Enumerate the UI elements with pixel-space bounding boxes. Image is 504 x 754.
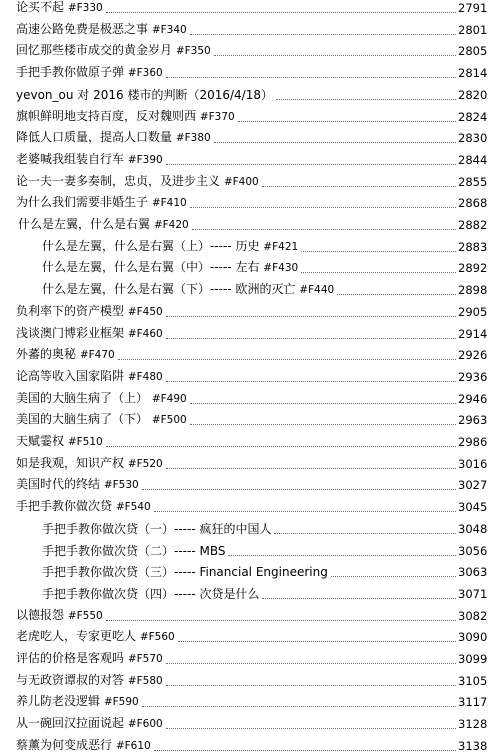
dot-leader — [166, 164, 456, 165]
toc-entry-page-number: 2844 — [458, 152, 488, 167]
toc-entry-tag: #F350 — [175, 45, 211, 58]
toc-entry-title-text: 论一夫一妻多奏制，忠贞，及进步主义 — [16, 173, 221, 188]
toc-entry-title — [0, 694, 139, 710]
dot-leader — [142, 706, 456, 707]
toc-entry-title — [0, 456, 163, 472]
toc-entry-page-number: 2892 — [458, 261, 488, 276]
toc-entry-page-number: 2986 — [458, 435, 488, 449]
toc-entry-title — [0, 544, 225, 559]
toc-entry-tag: #F560 — [139, 631, 175, 644]
toc-entry[interactable] — [0, 81, 504, 103]
toc-entry-title — [0, 565, 328, 580]
toc-entry-tag: #F410 — [151, 197, 187, 210]
toc-entry-title-text: 论买不起 — [16, 0, 65, 14]
dot-leader — [166, 663, 456, 664]
toc-entry-tag: #F360 — [127, 67, 163, 80]
dot-leader — [142, 489, 456, 490]
dot-leader — [262, 598, 456, 599]
toc-entry-title — [0, 608, 103, 624]
toc-entry-page-number: 3016 — [458, 456, 488, 471]
dot-leader — [276, 99, 456, 100]
toc-entry-title-text: 负利率下的资产模型 — [16, 303, 125, 318]
toc-entry-tag: #F520 — [127, 457, 163, 470]
dot-leader — [301, 251, 456, 252]
toc-entry-title — [0, 587, 259, 602]
toc-entry[interactable] — [0, 320, 504, 342]
toc-entry-tag: #F470 — [79, 349, 115, 362]
toc-entry-page-number: 3090 — [458, 630, 488, 645]
toc-entry-title — [0, 195, 187, 211]
toc-entry-title-text: yevon_ou 对 2016 楼市的判断（2016/4/18） — [16, 87, 273, 102]
toc-entry-page-number: 3099 — [458, 652, 488, 666]
toc-entry-title-text: 养儿防老没逻辑 — [16, 694, 101, 709]
dot-leader — [166, 728, 456, 729]
toc-entry[interactable] — [0, 233, 504, 255]
toc-entry-tag: #F570 — [127, 653, 163, 665]
dot-leader — [238, 121, 456, 122]
dot-leader — [178, 641, 456, 642]
toc-entry-title-text: 什么是左翼，什么是右翼（上）----- 历史 — [42, 238, 260, 253]
toc-entry-title-text: 蔡薰为何变成恶行 — [16, 737, 113, 752]
dot-leader — [274, 533, 456, 534]
toc-entry[interactable] — [0, 450, 504, 472]
toc-entry-tag: #F440 — [299, 284, 335, 297]
dot-leader — [190, 403, 456, 404]
dot-leader — [106, 12, 456, 13]
toc-entry-title-text: 手把手教你做次贷（三）----- Financial Engineering — [42, 565, 328, 580]
toc-entry-title-text: 老虎吃人，专家更吃人 — [16, 629, 137, 644]
toc-entry-title-text: 外蕃的奥秘 — [16, 347, 77, 362]
toc-entry-title — [0, 0, 103, 16]
toc-entry-title-text: 美国的大脑生病了（下） — [16, 412, 149, 427]
dot-leader — [190, 424, 456, 425]
toc-entry-title — [0, 65, 163, 81]
toc-entry[interactable] — [0, 406, 504, 428]
toc-entry-page-number: 2814 — [458, 66, 488, 81]
toc-entry-title — [0, 651, 163, 667]
toc-entry-title-text: 浅谈澳门博彩业框架 — [16, 325, 125, 340]
toc-entry-tag: #F430 — [263, 262, 299, 275]
toc-entry[interactable] — [0, 623, 504, 645]
toc-entry-title-text: 美国的大脑生病了（上） — [16, 390, 149, 405]
toc-entry-tag: #F550 — [67, 609, 103, 622]
toc-entry-title — [0, 152, 163, 168]
toc-entry[interactable] — [0, 537, 504, 559]
toc-entry-tag: #F340 — [151, 23, 187, 36]
toc-entry-tag: #F510 — [67, 436, 103, 448]
toc-entry-tag: #F400 — [223, 175, 259, 188]
toc-entry-title — [0, 326, 163, 342]
toc-entry-page-number: 2824 — [458, 109, 488, 124]
toc-entry[interactable] — [0, 580, 504, 602]
toc-entry-tag: #F490 — [151, 392, 187, 405]
toc-entry-page-number: 2820 — [458, 87, 488, 102]
toc-entry-page-number: 3027 — [458, 478, 488, 493]
toc-entry-title-text: 旗帜鲜明地支持百度，反对魏则西 — [16, 108, 197, 123]
toc-entry-page-number: 2830 — [458, 131, 488, 146]
toc-entry[interactable] — [0, 124, 504, 146]
toc-entry-page-number: 3105 — [458, 673, 488, 688]
toc-entry-tag: #F500 — [151, 414, 187, 427]
toc-entry-tag: #F590 — [103, 696, 139, 709]
toc-entry-title-text: 为什么我们需要非婚生子 — [16, 195, 149, 210]
toc-entry-title-text: 手把手教你做次贷（四）----- 次贷是什么 — [42, 586, 260, 601]
toc-entry-page-number: 3138 — [458, 738, 488, 753]
toc-entry-title-text: 什么是左翼，什么是右翼（下）----- 欧洲的灭亡 — [42, 282, 296, 297]
dot-leader — [118, 359, 456, 360]
dot-leader — [166, 685, 456, 686]
toc-entry-title — [0, 629, 175, 645]
toc-entry-title-text: 回忆那些楼市成交的黄金岁月 — [16, 43, 173, 58]
toc-entry-title-text: 什么是左翼，什么是右翼 — [18, 217, 151, 231]
toc-entry-title — [0, 282, 334, 298]
toc-entry[interactable] — [0, 341, 504, 363]
toc-entry-tag: #F540 — [115, 501, 151, 514]
toc-entry-title-text: 美国时代的终结 — [16, 477, 101, 492]
toc-entry-title — [0, 673, 163, 689]
toc-entry-tag: #F330 — [67, 2, 103, 14]
toc-entry-page-number: 3045 — [458, 500, 488, 515]
toc-entry-page-number: 2926 — [458, 348, 488, 363]
dot-leader — [262, 186, 456, 187]
toc-entry[interactable] — [0, 688, 504, 710]
dot-leader — [154, 511, 456, 512]
toc-entry-page-number: 3071 — [458, 586, 488, 601]
toc-entry[interactable] — [0, 558, 504, 580]
toc-entry[interactable] — [0, 254, 504, 276]
dot-leader — [154, 750, 456, 751]
toc-entry-tag: #F480 — [127, 370, 163, 383]
dot-leader — [337, 294, 456, 295]
toc-entry-tag: #F610 — [115, 739, 151, 752]
toc-entry-title-text: 老婆喊我组装自行车 — [16, 151, 125, 166]
toc-entry-tag: #F390 — [127, 153, 163, 166]
dot-leader — [228, 555, 456, 556]
toc-entry-title-text: 手把手教你做次贷（二）----- MBS — [42, 543, 226, 558]
toc-entry[interactable] — [0, 16, 504, 38]
toc-entry-page-number: 2946 — [458, 391, 488, 406]
toc-entry[interactable] — [0, 645, 504, 667]
toc-entry[interactable] — [0, 385, 504, 407]
toc-entry-page-number: 2914 — [458, 326, 488, 341]
toc-entry-page-number: 2868 — [458, 196, 488, 211]
toc-entry-page-number: 2791 — [458, 1, 488, 15]
dot-leader — [166, 338, 456, 339]
toc-entry-title — [0, 130, 211, 146]
toc-entry-page-number: 2882 — [458, 218, 488, 232]
toc-entry-tag: #F530 — [103, 479, 139, 492]
toc-entry[interactable] — [0, 710, 504, 732]
dot-leader — [166, 468, 456, 469]
toc-entry-title-text: 如是我观，知识产权 — [16, 455, 125, 470]
toc-entry[interactable] — [0, 428, 504, 450]
toc-entry-title — [0, 217, 189, 233]
toc-entry-title-text: 降低人口质量，提高人口数量 — [16, 130, 173, 145]
toc-entry[interactable] — [0, 59, 504, 81]
toc-entry-page-number: 2855 — [458, 174, 488, 189]
toc-entry[interactable] — [0, 298, 504, 320]
toc-entry-tag: #F580 — [127, 674, 163, 687]
toc-entry-page-number: 3063 — [458, 565, 488, 580]
toc-entry-title — [0, 716, 163, 732]
toc-entry-tag: #F380 — [175, 132, 211, 145]
toc-entry-page-number: 2963 — [458, 413, 488, 428]
toc-entry[interactable] — [0, 103, 504, 125]
toc-entry[interactable] — [0, 493, 504, 515]
toc-entry[interactable] — [0, 146, 504, 168]
toc-entry-page-number: 3128 — [458, 717, 488, 732]
toc-entry-tag: #F450 — [127, 305, 163, 318]
toc-entry[interactable] — [0, 37, 504, 59]
toc-entry-title — [0, 239, 298, 255]
toc-entry-tag: #F460 — [127, 327, 163, 340]
toc-entry-title — [0, 174, 259, 190]
toc-entry-title-text: 什么是左翼，什么是右翼（中）----- 左右 — [42, 260, 260, 275]
toc-entry-page-number: 3048 — [458, 521, 488, 536]
toc-entry-title — [0, 304, 163, 320]
toc-entry-title-text: 手把手教你做次贷（一）----- 疯狂的中国人 — [42, 521, 272, 536]
toc-entry[interactable] — [0, 667, 504, 689]
toc-entry-title-text: 手把手教你做原子弹 — [16, 65, 125, 80]
toc-entry[interactable] — [0, 189, 504, 211]
toc-entry-page-number: 2898 — [458, 283, 488, 298]
toc-entry-title — [0, 88, 273, 103]
toc-entry-title — [0, 434, 103, 450]
dot-leader — [190, 207, 456, 208]
toc-entry-title — [0, 477, 139, 493]
toc-entry-title — [0, 109, 235, 125]
toc-entry-tag: #F600 — [127, 718, 163, 731]
toc-entry[interactable] — [0, 471, 504, 493]
toc-entry[interactable] — [0, 211, 504, 233]
toc-entry-tag: #F421 — [263, 240, 299, 253]
toc-entry-page-number: 2936 — [458, 369, 488, 384]
toc-entry-page-number: 3117 — [458, 695, 488, 710]
toc-entry-page-number: 2883 — [458, 239, 488, 254]
toc-entry[interactable] — [0, 602, 504, 624]
toc-entry-title — [0, 369, 163, 385]
dot-leader — [192, 229, 456, 230]
toc-entry-title — [0, 391, 187, 407]
toc-entry-page-number: 2905 — [458, 304, 488, 319]
toc-entry-tag: #F420 — [153, 219, 189, 231]
toc-entry[interactable] — [0, 732, 504, 754]
toc-entry[interactable] — [0, 168, 504, 190]
toc-entry-title — [0, 260, 298, 276]
dot-leader — [166, 77, 456, 78]
dot-leader — [166, 316, 456, 317]
toc-entry[interactable] — [0, 363, 504, 385]
dot-leader — [106, 446, 456, 447]
toc-entry-title-text: 论高等收入国家陷阱 — [16, 368, 125, 383]
dot-leader — [301, 272, 456, 273]
toc-entry-title-text: 高速公路免费是极恶之事 — [16, 21, 149, 36]
dot-leader — [214, 142, 456, 143]
toc-entry-page-number: 2805 — [458, 44, 488, 59]
toc-entry-title-text: 以德报怨 — [16, 607, 65, 622]
toc-entry-title — [0, 499, 151, 515]
toc-entry-page-number: 3056 — [458, 543, 488, 558]
toc-entry-tag: #F370 — [199, 110, 235, 123]
dot-leader — [166, 381, 456, 382]
toc-entry-title — [0, 347, 115, 363]
toc-entry-title-text: 从一碗回汉拉面说起 — [16, 716, 125, 731]
toc-entry-title — [0, 43, 211, 59]
toc-entry-title — [0, 738, 151, 754]
toc-entry[interactable] — [0, 0, 504, 16]
toc-entry-title-text: 与无政资谭叔的对答 — [16, 672, 125, 687]
toc-entry[interactable] — [0, 276, 504, 298]
dot-leader — [214, 55, 456, 56]
toc-entry-title-text: 评估的价格是客观吗 — [16, 651, 125, 665]
dot-leader — [106, 620, 456, 621]
toc-entry-title — [0, 522, 271, 537]
toc-entry-title-text: 天赋霎权 — [16, 434, 65, 448]
toc-entry-title-text: 手把手教你做次贷 — [16, 499, 113, 514]
dot-leader — [331, 576, 456, 577]
toc-entry-page-number: 2801 — [458, 22, 488, 37]
toc-entry-page-number: 3082 — [458, 608, 488, 623]
toc-entry[interactable] — [0, 515, 504, 537]
dot-leader — [190, 34, 456, 35]
toc-entry-title — [0, 412, 187, 428]
toc-entry-title — [0, 22, 187, 38]
